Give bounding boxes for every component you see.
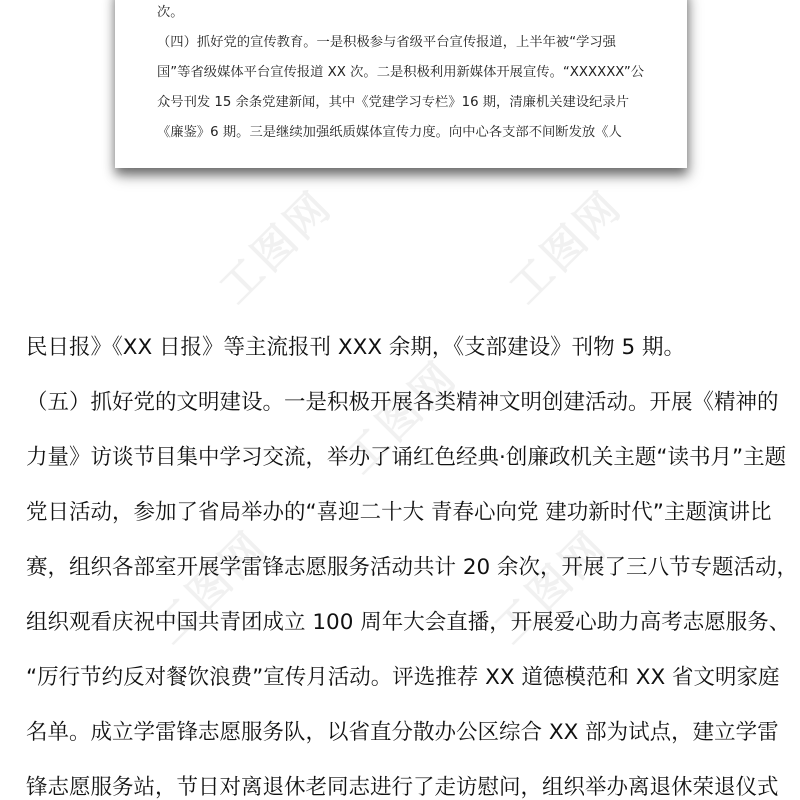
preview-line: 众号刊发 15 余条党建新闻，其中《党建学习专栏》16 期，清廉机关建设纪录片 (157, 95, 630, 110)
watermark-text: 工图网 (144, 520, 277, 653)
preview-line: 国”等省级媒体平台宣传报道 XX 次。二是积极利用新媒体开展宣传。“XXXXXX”公 (157, 65, 645, 80)
body-line: 党日活动，参加了省局举办的“喜迎二十大 青春心向党 建功新时代”主题演讲比 (26, 500, 772, 525)
body-line: 力量》访谈节目集中学习交流，举办了诵红色经典·创廉政机关主题“读书月”主题 (26, 445, 787, 470)
watermark-text: 工图网 (499, 180, 632, 313)
body-line: 赛，组织各部室开展学雷锋志愿服务活动共计 20 余次，开展了三八节专题活动， (26, 555, 799, 580)
preview-line: 《廉鉴》6 期。三是继续加强纸质媒体宣传力度。向中心各支部不间断发放《人 (157, 125, 622, 140)
watermark-text: 工图网 (484, 520, 617, 653)
document-preview-card (115, 0, 687, 168)
preview-line: （四）抓好党的宣传教育。一是积极参与省级平台宣传报道，上半年被“学习强 (157, 35, 616, 50)
document-body (26, 325, 799, 800)
preview-line: 次。 (157, 5, 184, 20)
watermark-text: 工图网 (209, 180, 342, 313)
body-line: “厉行节约反对餐饮浪费”宣传月活动。评选推荐 XX 道德模范和 XX 省文明家庭 (26, 665, 780, 690)
body-line: 锋志愿服务站，节日对离退休老同志进行了走访慰问，组织举办离退休荣退仪式 (26, 775, 779, 800)
body-line: 组织观看庆祝中国共青团成立 100 周年大会直播，开展爱心助力高考志愿服务、 (26, 610, 791, 635)
body-line: 民日报》《XX 日报》等主流报刊 XXX 余期，《支部建设》刊物 5 期。 (26, 335, 685, 360)
watermark-text: 工图网 (334, 350, 467, 483)
body-line: （五）抓好党的文明建设。一是积极开展各类精神文明创建活动。开展《精神的 (26, 390, 779, 415)
body-line: 名单。成立学雷锋志愿服务队，以省直分散办公区综合 XX 部为试点，建立学雷 (26, 720, 779, 745)
preview-text-block (157, 0, 657, 148)
